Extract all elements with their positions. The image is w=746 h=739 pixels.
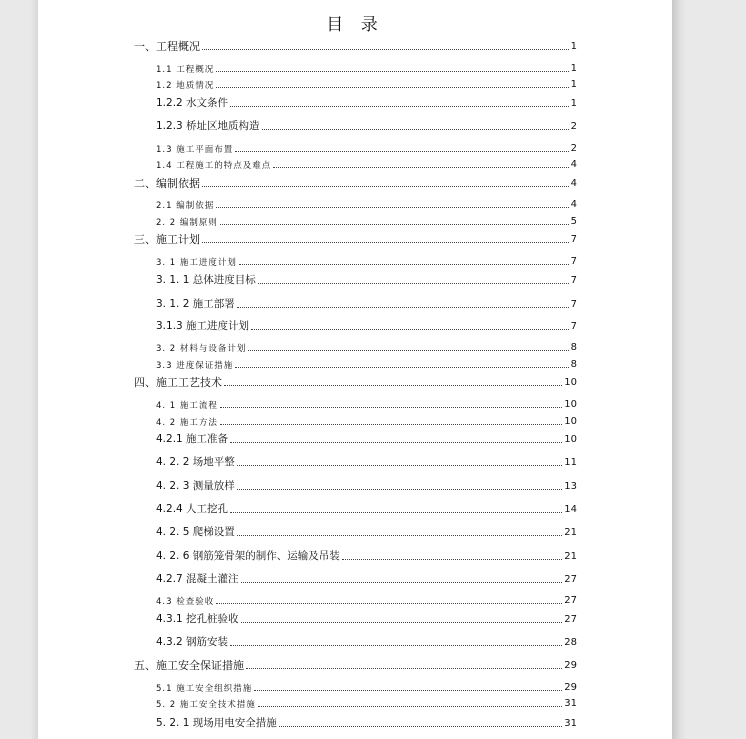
toc-entry-label: 4. 2. 2 场地平整 <box>156 456 235 468</box>
toc-dot-leader <box>230 441 562 443</box>
toc-page-number: 4 <box>570 159 577 170</box>
toc-dot-leader <box>224 384 562 386</box>
toc-dot-leader <box>273 166 568 168</box>
toc-entry-label: 5. 2 施工安全技术措施 <box>156 699 256 710</box>
toc-dot-leader <box>237 464 563 466</box>
toc-chapter-entry[interactable] <box>134 178 577 189</box>
toc-entry-label: 二、编制依据 <box>134 177 200 190</box>
page-shadow-left <box>30 0 38 739</box>
toc-section-entry[interactable] <box>156 64 577 74</box>
toc-page-number: 1 <box>570 79 577 90</box>
toc-section-entry[interactable] <box>156 360 577 370</box>
toc-entry-label: 1.3 施工平面布置 <box>156 144 234 155</box>
toc-page-number: 8 <box>570 359 577 370</box>
toc-section-entry[interactable] <box>156 160 577 170</box>
toc-page-number: 10 <box>564 416 577 427</box>
toc-dot-leader <box>241 621 563 623</box>
toc-entry-label: 2.1 编制依据 <box>156 200 215 211</box>
toc-chapter-entry[interactable] <box>134 377 577 388</box>
toc-section-entry[interactable] <box>156 343 577 353</box>
toc-section-entry[interactable] <box>156 144 577 154</box>
toc-page-number: 7 <box>570 274 577 286</box>
toc-dot-leader <box>246 667 562 669</box>
toc-section-entry[interactable] <box>156 718 577 729</box>
toc-page-number: 27 <box>564 595 577 606</box>
toc-dot-leader <box>216 602 562 604</box>
toc-dot-leader <box>251 328 569 330</box>
toc-page-number: 29 <box>564 660 577 671</box>
toc-entry-label: 一、工程概况 <box>134 40 200 53</box>
toc-section-entry[interactable] <box>156 80 577 90</box>
toc-page-number: 4 <box>570 199 577 210</box>
toc-page-number: 7 <box>570 320 577 332</box>
toc-page-number: 28 <box>564 636 577 648</box>
toc-dot-leader <box>202 185 569 187</box>
toc-section-entry[interactable] <box>156 400 577 410</box>
toc-entry-label: 3. 1. 1 总体进度目标 <box>156 274 256 286</box>
toc-entry-label: 3. 1. 2 施工部署 <box>156 298 235 310</box>
toc-page-number: 21 <box>564 526 577 538</box>
toc-page-number: 21 <box>564 550 577 562</box>
toc-dot-leader <box>220 423 562 425</box>
toc-entry-label: 1.2 地质情况 <box>156 80 215 91</box>
toc-dot-leader <box>342 558 563 560</box>
toc-entry-label: 1.2.3 桥址区地质构造 <box>156 120 260 132</box>
toc-dot-leader <box>237 488 563 490</box>
toc-entry-label: 4.3.1 挖孔桩验收 <box>156 613 239 625</box>
toc-entry-label: 2. 2 编制原则 <box>156 217 218 228</box>
toc-entry-label: 3.3 进度保证措施 <box>156 360 234 371</box>
toc-page-number: 11 <box>564 456 577 468</box>
document-page <box>38 0 672 739</box>
toc-entry-label: 五、施工安全保证措施 <box>134 659 244 672</box>
toc-entry-label: 4.2.4 人工挖孔 <box>156 503 229 515</box>
toc-dot-leader <box>216 86 568 88</box>
toc-page-number: 7 <box>570 234 577 245</box>
toc-section-entry[interactable] <box>156 596 577 606</box>
toc-dot-leader <box>235 150 568 152</box>
toc-entry-label: 4. 1 施工流程 <box>156 400 218 411</box>
toc-entry-label: 4. 2. 5 爬梯设置 <box>156 526 235 538</box>
toc-dot-leader <box>237 534 563 536</box>
toc-entry-label: 5.1 施工安全组织措施 <box>156 683 253 694</box>
toc-dot-leader <box>220 406 562 408</box>
toc-page-number: 13 <box>564 480 577 492</box>
toc-entry-label: 4.3 检查验收 <box>156 596 215 607</box>
toc-section-entry[interactable] <box>156 121 577 132</box>
toc-section-entry[interactable] <box>156 257 577 267</box>
toc-section-entry[interactable] <box>156 574 577 585</box>
toc-page-number: 1 <box>570 97 577 109</box>
toc-section-entry[interactable] <box>156 637 577 648</box>
toc-page-number: 31 <box>564 698 577 709</box>
toc-dot-leader <box>216 206 568 208</box>
toc-page-number: 27 <box>564 573 577 585</box>
toc-entry-label: 1.2.2 水文条件 <box>156 97 229 109</box>
toc-page-number: 29 <box>564 682 577 693</box>
toc-dot-leader <box>202 48 569 50</box>
toc-entry-label: 4. 2. 3 测量放样 <box>156 480 235 492</box>
toc-dot-leader <box>254 689 562 691</box>
toc-section-entry[interactable] <box>156 299 577 310</box>
toc-dot-leader <box>258 282 569 284</box>
toc-section-entry[interactable] <box>156 434 577 445</box>
toc-dot-leader <box>239 263 569 265</box>
toc-section-entry[interactable] <box>156 614 577 625</box>
toc-page-number: 8 <box>570 342 577 353</box>
toc-entry-label: 4. 2 施工方法 <box>156 417 218 428</box>
scrollbar-track[interactable] <box>672 0 686 739</box>
toc-section-entry[interactable] <box>156 551 577 562</box>
toc-page-number: 31 <box>564 717 577 729</box>
toc-page-number: 2 <box>570 120 577 132</box>
toc-page-number: 1 <box>570 63 577 74</box>
toc-dot-leader <box>202 241 569 243</box>
toc-title: 目 录 <box>326 15 384 35</box>
toc-entry-label: 3.1.3 施工进度计划 <box>156 320 250 332</box>
toc-dot-leader <box>216 70 568 72</box>
toc-page-number: 5 <box>570 216 577 227</box>
toc-section-entry[interactable] <box>156 683 577 693</box>
toc-dot-leader <box>258 705 562 707</box>
toc-entry-label: 3. 2 材料与设备计划 <box>156 343 247 354</box>
toc-page-number: 14 <box>564 503 577 515</box>
toc-page-number: 10 <box>564 377 577 388</box>
toc-section-entry[interactable] <box>156 699 577 709</box>
toc-section-entry[interactable] <box>156 217 577 227</box>
toc-section-entry[interactable] <box>156 321 577 332</box>
toc-page-number: 7 <box>570 298 577 310</box>
toc-page-number: 10 <box>564 433 577 445</box>
toc-entry-label: 四、施工工艺技术 <box>134 376 222 389</box>
toc-dot-leader <box>230 511 562 513</box>
toc-page-number: 2 <box>570 143 577 154</box>
toc-section-entry[interactable] <box>156 417 577 427</box>
toc-section-entry[interactable] <box>156 457 577 468</box>
toc-chapter-entry[interactable] <box>134 41 577 52</box>
toc-section-entry[interactable] <box>156 275 577 286</box>
toc-dot-leader <box>230 644 562 646</box>
toc-entry-label: 1.1 工程概况 <box>156 64 215 75</box>
toc-dot-leader <box>248 349 568 351</box>
toc-entry-label: 5. 2. 1 现场用电安全措施 <box>156 717 277 729</box>
toc-dot-leader <box>230 105 569 107</box>
toc-dot-leader <box>241 581 563 583</box>
toc-entry-label: 4.2.7 混凝土灌注 <box>156 573 239 585</box>
toc-chapter-entry[interactable] <box>134 234 577 245</box>
toc-dot-leader <box>235 366 568 368</box>
toc-section-entry[interactable] <box>156 98 577 109</box>
toc-entry-label: 三、施工计划 <box>134 233 200 246</box>
toc-section-entry[interactable] <box>156 481 577 492</box>
toc-chapter-entry[interactable] <box>134 660 577 671</box>
toc-page-number: 1 <box>570 41 577 52</box>
toc-entry-label: 4.2.1 施工准备 <box>156 433 229 445</box>
toc-section-entry[interactable] <box>156 527 577 538</box>
toc-entry-label: 4.3.2 钢筋安装 <box>156 636 229 648</box>
toc-entry-label: 3. 1 施工进度计划 <box>156 257 237 268</box>
toc-page-number: 10 <box>564 399 577 410</box>
toc-page-number: 27 <box>564 613 577 625</box>
toc-dot-leader <box>237 306 569 308</box>
toc-entry-label: 1.4 工程施工的特点及难点 <box>156 160 272 171</box>
toc-dot-leader <box>279 725 563 727</box>
toc-dot-leader <box>262 128 569 130</box>
toc-section-entry[interactable] <box>156 200 577 210</box>
toc-page-number: 7 <box>570 256 577 267</box>
toc-dot-leader <box>220 223 569 225</box>
toc-entry-label: 4. 2. 6 钢筋笼骨架的制作、运输及吊装 <box>156 550 340 562</box>
toc-section-entry[interactable] <box>156 504 577 515</box>
toc-page-number: 4 <box>570 178 577 189</box>
